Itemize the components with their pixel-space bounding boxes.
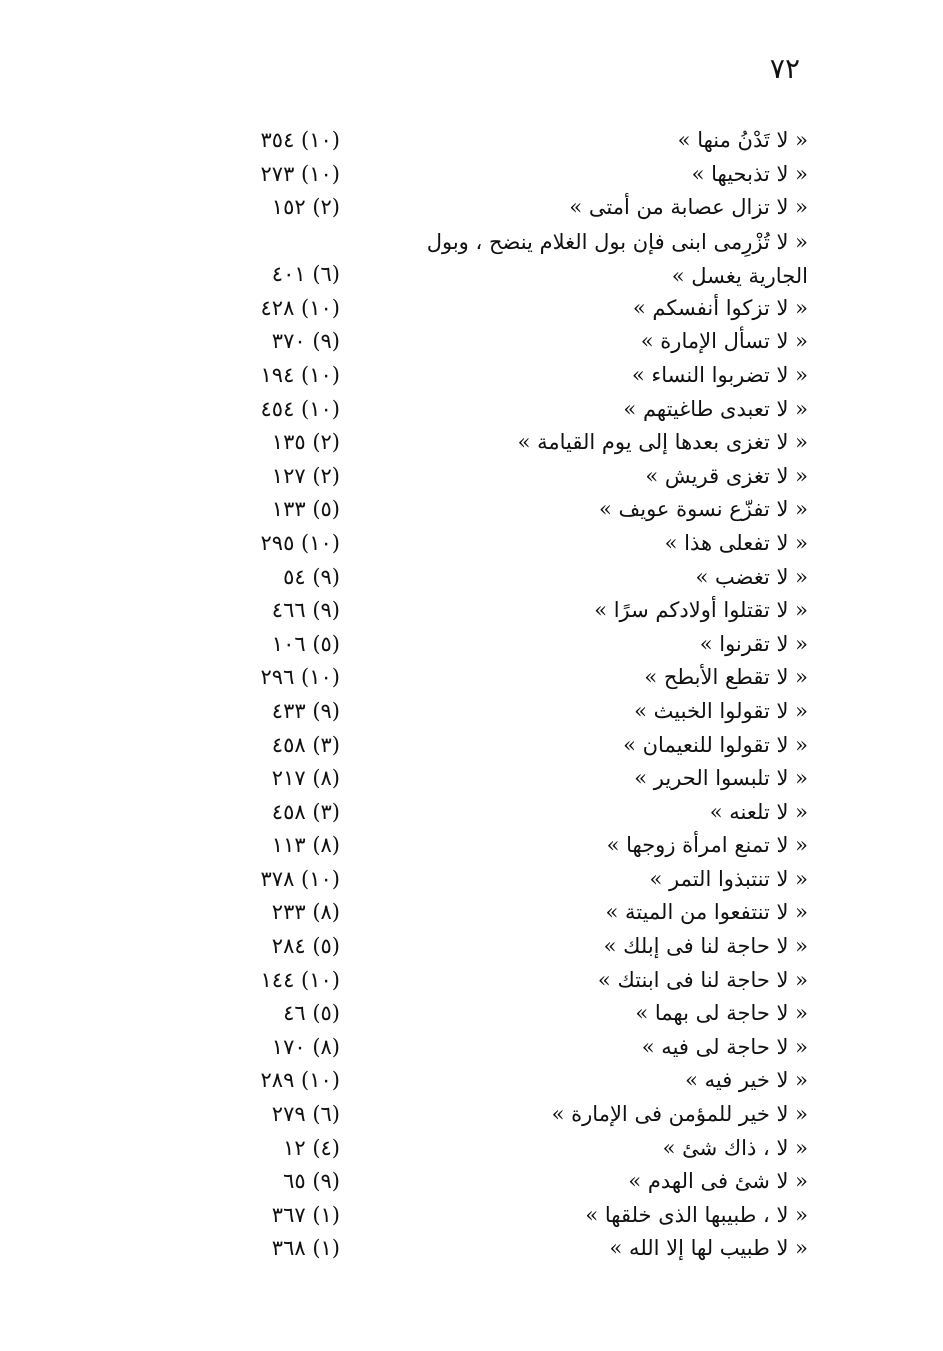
entry-reference: (١) ٣٦٧ <box>271 1202 340 1227</box>
entry-text: « لا تُزْرِمى ابنى فإن بول الغلام ينضح ، وبول الجارية يغسل » <box>426 229 808 288</box>
index-entry <box>0 1197 943 1231</box>
index-entry <box>0 1062 943 1096</box>
entry-reference: (٨) ٢٣٣ <box>271 900 340 925</box>
index-entry <box>0 1163 943 1197</box>
entry-text: « لا تفعلى هذا » <box>664 530 808 555</box>
entry-reference: (٨) ١١٣ <box>271 833 340 858</box>
index-entry <box>0 693 943 727</box>
index-entry <box>0 458 943 492</box>
entry-text: « لا تقرنوا » <box>699 631 808 656</box>
entry-reference: (٦) ٢٧٩ <box>271 1102 340 1127</box>
entry-reference: (٢) ١٢٧ <box>271 463 340 488</box>
entry-reference: (٣) ٤٥٨ <box>271 799 340 824</box>
entry-reference: (٦) ٤٠١ <box>271 261 340 286</box>
entry-reference: (٩) ٤٦٦ <box>271 598 340 623</box>
entry-reference: (١٠) ٤٢٨ <box>260 295 340 320</box>
entry-reference: (٤) ١٢ <box>283 1135 340 1160</box>
index-entry <box>0 592 943 626</box>
entry-text: « لا تغزى قريش » <box>645 463 808 488</box>
index-entry <box>0 659 943 693</box>
index-entry <box>0 290 943 324</box>
entry-reference: (٣) ٤٥٨ <box>271 732 340 757</box>
index-entry <box>0 525 943 559</box>
index-entry <box>0 995 943 1029</box>
entry-reference: (١٠) ٤٥٤ <box>260 396 340 421</box>
index-entry <box>0 1230 943 1264</box>
entry-text: « لا تذبحيها » <box>691 161 808 186</box>
index-entry <box>0 727 943 761</box>
index-entry <box>0 122 943 156</box>
entry-reference: (٥) ٤٦ <box>283 1001 340 1026</box>
entry-text: « لا حاجة لنا فى ابنتك » <box>597 967 808 992</box>
page-number: ٧٢ <box>769 52 800 85</box>
entry-text: « لا تلعنه » <box>709 799 808 824</box>
index-entry <box>0 491 943 525</box>
entry-reference: (٥) ٢٨٤ <box>271 934 340 959</box>
entry-reference: (٩) ٥٤ <box>283 564 340 589</box>
entry-text: « لا تغزى بعدها إلى يوم القيامة » <box>517 430 808 455</box>
entry-text: « لا تقولوا للنعيمان » <box>623 732 808 757</box>
entry-text: « لا تلبسوا الحرير » <box>634 766 808 791</box>
index-entry <box>0 1029 943 1063</box>
index-entry <box>0 323 943 357</box>
entry-reference: (١٠) ١٩٤ <box>260 362 340 387</box>
entry-text: « لا حاجة لنا فى إبلك » <box>603 934 808 959</box>
entry-text: « لا تغضب » <box>695 564 808 589</box>
entry-reference: (١٠) ٣٧٨ <box>260 866 340 891</box>
entry-text: « لا خير فيه » <box>685 1068 808 1093</box>
entry-text: « لا تفزّع نسوة عويف » <box>598 497 808 522</box>
entry-text: « لا تقتلوا أولادكم سرًا » <box>594 598 808 623</box>
index-entry <box>0 928 943 962</box>
index-entry <box>0 189 943 223</box>
entry-reference: (٢) ١٣٥ <box>271 430 340 455</box>
entry-reference: (٩) ٦٥ <box>283 1169 340 1194</box>
index-entry <box>0 223 943 290</box>
entry-reference: (١٠) ١٤٤ <box>260 967 340 992</box>
entry-reference: (١٠) ٢٩٦ <box>260 665 340 690</box>
entry-text: « لا حاجة لى فيه » <box>641 1034 808 1059</box>
index-entry <box>0 861 943 895</box>
entry-text: « لا تزكوا أنفسكم » <box>632 295 808 320</box>
entry-text: « لا طبيب لها إلا الله » <box>609 1236 808 1261</box>
index-entry <box>0 357 943 391</box>
entry-reference: (٨) ٢١٧ <box>271 766 340 791</box>
entry-reference: (١٠) ٢٩٥ <box>260 530 340 555</box>
entry-text: « لا تضربوا النساء » <box>631 362 808 387</box>
entry-text: « لا خير للمؤمن فى الإمارة » <box>551 1102 808 1127</box>
entry-reference: (١) ٣٦٨ <box>271 1236 340 1261</box>
entry-text: « لا تنتبذوا التمر » <box>649 866 808 891</box>
entry-reference: (٨) ١٧٠ <box>271 1034 340 1059</box>
index-entry <box>0 391 943 425</box>
entry-text: « لا تقولوا الخبيث » <box>634 698 808 723</box>
index-entry <box>0 760 943 794</box>
entry-reference: (٩) ٣٧٠ <box>271 329 340 354</box>
entry-reference: (٥) ١٠٦ <box>271 631 340 656</box>
index-entry <box>0 424 943 458</box>
entry-reference: (١٠) ٢٧٣ <box>260 161 340 186</box>
entry-reference: (٢) ١٥٢ <box>271 195 340 220</box>
index-entry <box>0 827 943 861</box>
index-entry <box>0 962 943 996</box>
entry-text: « لا تنتفعوا من الميتة » <box>605 900 808 925</box>
entry-text: « لا ، ذاك شئ » <box>662 1135 808 1160</box>
entry-reference: (١٠) ٢٨٩ <box>260 1068 340 1093</box>
index-entry <box>0 894 943 928</box>
entry-text: « لا تمنع امرأة زوجها » <box>606 833 808 858</box>
entry-text: « لا تعبدى طاغيتهم » <box>623 396 808 421</box>
entry-text: « لا حاجة لى بهما » <box>635 1001 808 1026</box>
index-entry <box>0 1130 943 1164</box>
index-entry <box>0 156 943 190</box>
entry-reference: (٩) ٤٣٣ <box>271 698 340 723</box>
index-entries <box>0 122 943 1264</box>
entry-reference: (٥) ١٣٣ <box>271 497 340 522</box>
index-entry <box>0 794 943 828</box>
entry-reference: (١٠) ٣٥٤ <box>260 128 340 152</box>
index-entry <box>0 559 943 593</box>
entry-text: « لا شئ فى الهدم » <box>628 1169 808 1194</box>
entry-text: « لا ، طبيبها الذى خلقها » <box>585 1202 808 1227</box>
entry-text: « لا تسأل الإمارة » <box>640 329 808 354</box>
entry-text: « لا تَدْنُ منها » <box>677 128 808 152</box>
index-entry <box>0 626 943 660</box>
entry-text: « لا تقطع الأبطح » <box>644 665 808 690</box>
entry-text: « لا تزال عصابة من أمتى » <box>569 195 808 220</box>
index-entry <box>0 1096 943 1130</box>
